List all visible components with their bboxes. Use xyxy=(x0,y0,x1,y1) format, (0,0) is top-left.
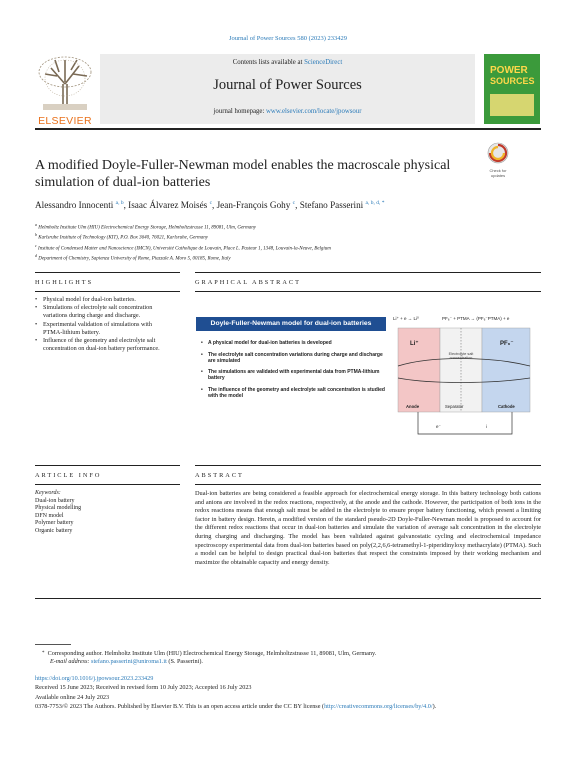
email-label: E-mail address: xyxy=(50,658,90,666)
battery-diagram xyxy=(390,314,540,440)
homepage-line: journal homepage: www.elsevier.com/locate/jpowsour xyxy=(213,108,362,115)
check-updates-label: Check for updates xyxy=(489,168,507,178)
highlight-item: • Influence of the geometry and electrolyte salt concentration on dual-ion battery performance. xyxy=(35,337,163,353)
check-updates-badge[interactable] xyxy=(483,142,513,178)
email-suffix: (S. Passerini). xyxy=(168,658,203,666)
left-reaction: Li⁺ + e → Li⁰ xyxy=(393,316,419,321)
journal-cover[interactable] xyxy=(484,54,540,124)
affiliation-b: $^b$ Karlsruhe Institute of Technology (KIT), P.O. Box 3640, 76021, Karlsruhe, Germany xyxy=(35,232,208,241)
keywords-block xyxy=(35,490,175,536)
graphical-abstract-banner: Doyle-Fuller-Newman model for dual-ion batteries xyxy=(196,317,386,331)
elsevier-logo xyxy=(35,54,95,127)
highlight-item: • Physical model for dual-ion batteries. xyxy=(35,296,163,304)
keyword-item: DFN model xyxy=(35,512,64,519)
affiliations xyxy=(35,222,541,263)
abstract-body xyxy=(195,490,541,567)
footnote-rule xyxy=(35,644,71,645)
author-4[interactable]: Stefano Passerini $^{a, b, d, *}$ xyxy=(299,200,385,211)
journal-citation[interactable]: Journal of Power Sources 580 (2023) 233429 xyxy=(228,35,348,42)
highlights-heading: HIGHLIGHTS xyxy=(35,279,94,286)
left-ion-label: Li⁺ xyxy=(410,341,419,347)
corresponding-text: Corresponding author. Helmholtz Institute Ulm (HIU) Electrochemical Energy Storage, Helmholtzstrasse 11, 89081, Ulm, Germany. xyxy=(47,650,377,657)
current-label: i xyxy=(486,424,487,429)
abstract-heading: ABSTRACT xyxy=(195,472,244,479)
keyword-item: Physical modelling xyxy=(35,505,82,512)
ga-bullet: • A physical model for dual-ion batteries is developed xyxy=(200,341,390,347)
highlight-item: • Simulations of electrolyte salt concentration variations during charge and discharge. xyxy=(35,304,163,320)
ga-bullet: • The electrolyte salt concentration variations during charge and discharge are simulated xyxy=(200,353,390,365)
article-history xyxy=(35,674,541,711)
ga-bullet: • The simulations are validated with experimental data from PTMA-lithium battery xyxy=(200,370,390,382)
available-online: Available online 24 July 2023 xyxy=(35,693,110,701)
author-3[interactable]: Jean-François Gohy $^c$ xyxy=(216,200,296,211)
journal-name[interactable]: Journal of Power Sources xyxy=(213,77,362,93)
keyword-item: Polymer battery xyxy=(35,520,74,527)
right-reaction: PF₆⁻ + PTMA → (PF₆⁻PTMA) + e xyxy=(442,316,510,321)
cathode-label: Cathode xyxy=(498,404,515,409)
author-list: Alessandro Innocenti $^{a, b}$, Isaac Álvarez Moisés $^c$, Jean-François Gohy $^c$, Stefano Passerini $^{a, b, d, *}$ xyxy=(35,200,385,211)
affiliation-d: $^d$ Department of Chemistry, Sapienza University of Rome, Piazzale A. Moro 5, 00185, Rome, Italy xyxy=(35,252,231,262)
affiliation-c: $^c$ Institute of Condensed Matter and Nanoscience (IMCN), Université Catholique de Louvain, Place L. Pasteur 1, 1348, Louvain-la-Neuve, Belgium xyxy=(35,242,331,252)
right-ion-label: PF₆⁻ xyxy=(500,341,514,347)
separator-label: Separator xyxy=(445,404,464,409)
keyword-item: Dual-ion battery xyxy=(35,497,75,504)
contents-line: Contents lists available at ScienceDirect xyxy=(232,59,343,66)
salt-concentration-label: Electrolyte salt concentration xyxy=(448,352,474,361)
corresponding-footnote: * Corresponding author. Helmholtz Institute Ulm (HIU) Electrochemical Energy Storage, Helmholtzstrasse 11, 89081, Ulm, Germany. E-mail address: stefano.passerini@uniroma1.it (S. Passerini). xyxy=(42,650,377,666)
homepage-link[interactable]: www.elsevier.com/locate/jpowsour xyxy=(266,108,362,115)
author-1[interactable]: Alessandro Innocenti $^{a, b}$ xyxy=(35,200,124,211)
author-2[interactable]: Isaac Álvarez Moisés $^c$ xyxy=(128,200,213,211)
cover-graphic xyxy=(490,94,534,116)
keyword-item: Organic battery xyxy=(35,527,73,534)
article-info-heading: ARTICLE INFO xyxy=(35,472,102,479)
article-title: A modified Doyle-Fuller-Newman model enables the macroscale physical simulation of dual-ion batteries xyxy=(35,158,451,190)
license-link[interactable]: http://creativecommons.org/licenses/by/4.0/ xyxy=(324,702,433,710)
sciencedirect-link[interactable]: ScienceDirect xyxy=(304,59,343,66)
check-updates-icon xyxy=(487,142,509,164)
keywords-label: Keywords: xyxy=(35,490,61,496)
cover-title-line2: SOURCES xyxy=(490,76,535,86)
affiliation-a: $^a$ Helmholtz Institute Ulm (HIU) Electrochemical Energy Storage, Helmholtzstrasse 11, 89081, Ulm, Germany xyxy=(35,222,256,231)
electron-label: e⁻ xyxy=(436,424,441,429)
highlights-list xyxy=(35,296,163,353)
doi-link[interactable]: https://doi.org/10.1016/j.jpowsour.2023.233429 xyxy=(35,675,154,682)
email-link[interactable]: stefano.passerini@uniroma1.it xyxy=(91,658,167,666)
cover-title-line1: POWER xyxy=(490,65,528,76)
highlight-item: • Experimental validation of simulations with PTMA-lithium battery. xyxy=(35,321,163,337)
ga-bullet: • The influence of the geometry and electrolyte salt concentration is studied with the model xyxy=(200,388,390,400)
received-dates: Received 15 June 2023; Received in revised form 10 July 2023; Accepted 16 July 2023 xyxy=(35,684,252,692)
elsevier-tree-icon xyxy=(35,54,95,112)
journal-masthead xyxy=(100,54,475,124)
battery-cell-graphic xyxy=(390,314,540,440)
graphical-abstract-bullets xyxy=(200,341,390,406)
anode-label: Anode xyxy=(406,404,420,409)
abstract-text: Dual-ion batteries are being considered a feasible approach for electrochemical energy storage. In this battery technology both cations and anions are involved in the redox reactions, respectively, at the anode and the cathode. However, the participation of both ions in the redox reactions means that enough salt must be added in the electrolyte to ensure proper battery functioning, which present a limiting factor in battery design. Herein, a modified version of the standard pseudo-2D Doyle-Fuller-Newman model is proposed to account for the different redox reactions that occur in dual-ion batteries and simulate the variation of average salt concentration in the electrolyte during charging and discharging. The model has been validated against galvanostatic cycling and electrochemical impedance spectroscopy experimental data from dual-ion batteries based on poly(2,2,6,6-tetramethyl-1-piperidinyloxy methacrylate) (PTMA). Such a model can be helpful to design practical dual-ion batteries that respect the constraints imposed by their working mechanism and maximize the obtainable capacity and energy density. xyxy=(195,490,541,566)
elsevier-wordmark: ELSEVIER xyxy=(38,115,92,127)
graphical-abstract-heading: GRAPHICAL ABSTRACT xyxy=(195,279,301,286)
license-line: 0378-7753/© 2023 The Authors. Published by Elsevier B.V. This is an open access article under the CC BY license (http://creativecommons.org/licenses/by/4.0/). xyxy=(35,702,437,710)
